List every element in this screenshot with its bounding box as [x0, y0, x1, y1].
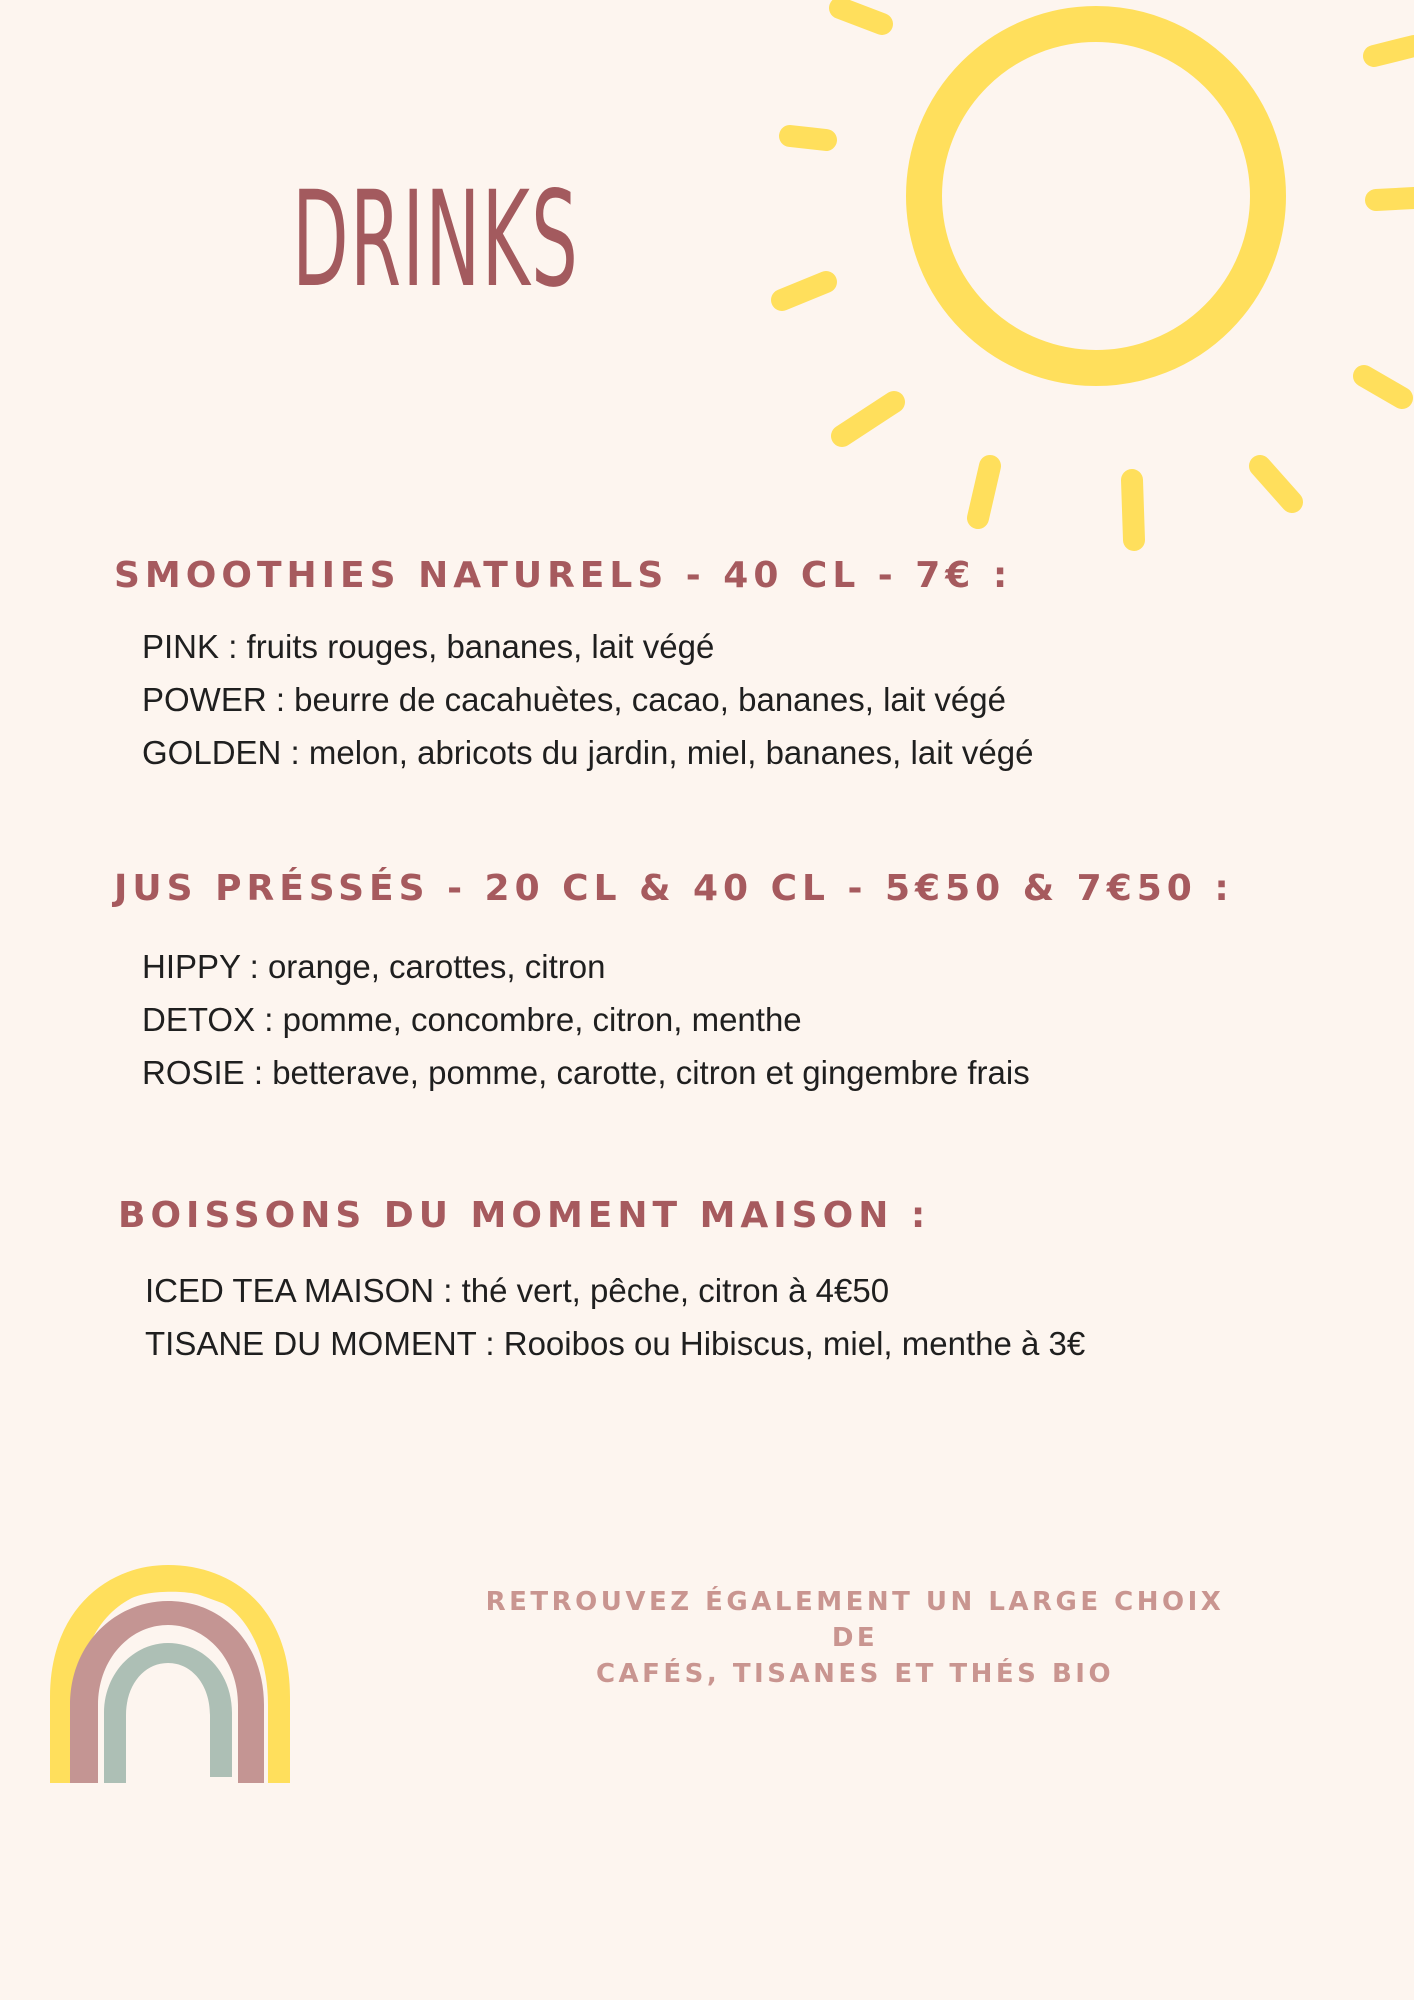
- list-item: TISANE DU MOMENT : Rooibos ou Hibiscus, miel, menthe à 3€: [145, 1325, 1086, 1362]
- page-title: DRINKS: [292, 163, 580, 317]
- jus-list: [142, 940, 1030, 1099]
- list-item: ICED TEA MAISON : thé vert, pêche, citron à 4€50: [145, 1272, 890, 1309]
- section-heading-jus: JUS PRÉSSÉS - 20 CL & 40 CL - 5€50 & 7€50 :: [114, 868, 1234, 909]
- footer-note: [470, 1584, 1240, 1692]
- rainbow-icon: [40, 1555, 300, 1795]
- section-heading-smoothies: SMOOTHIES NATURELS - 40 CL - 7€ :: [114, 555, 1013, 596]
- section-heading-boissons: BOISSONS DU MOMENT MAISON :: [118, 1195, 931, 1236]
- list-item: PINK : fruits rouges, bananes, lait végé: [142, 628, 715, 665]
- footer-note-line: RETROUVEZ ÉGALEMENT UN LARGE CHOIX DE: [485, 1587, 1225, 1653]
- smoothies-list: [142, 620, 1033, 779]
- boissons-list: [145, 1264, 1085, 1370]
- list-item: ROSIE : betterave, pomme, carotte, citron et gingembre frais: [142, 1054, 1030, 1091]
- list-item: GOLDEN : melon, abricots du jardin, miel, bananes, lait végé: [142, 734, 1034, 771]
- list-item: HIPPY : orange, carottes, citron: [142, 948, 606, 985]
- sun-icon: [760, 0, 1414, 560]
- list-item: DETOX : pomme, concombre, citron, menthe: [142, 1001, 802, 1038]
- footer-note-line: CAFÉS, TISANES ET THÉS BIO: [595, 1659, 1115, 1689]
- list-item: POWER : beurre de cacahuètes, cacao, bananes, lait végé: [142, 681, 1006, 718]
